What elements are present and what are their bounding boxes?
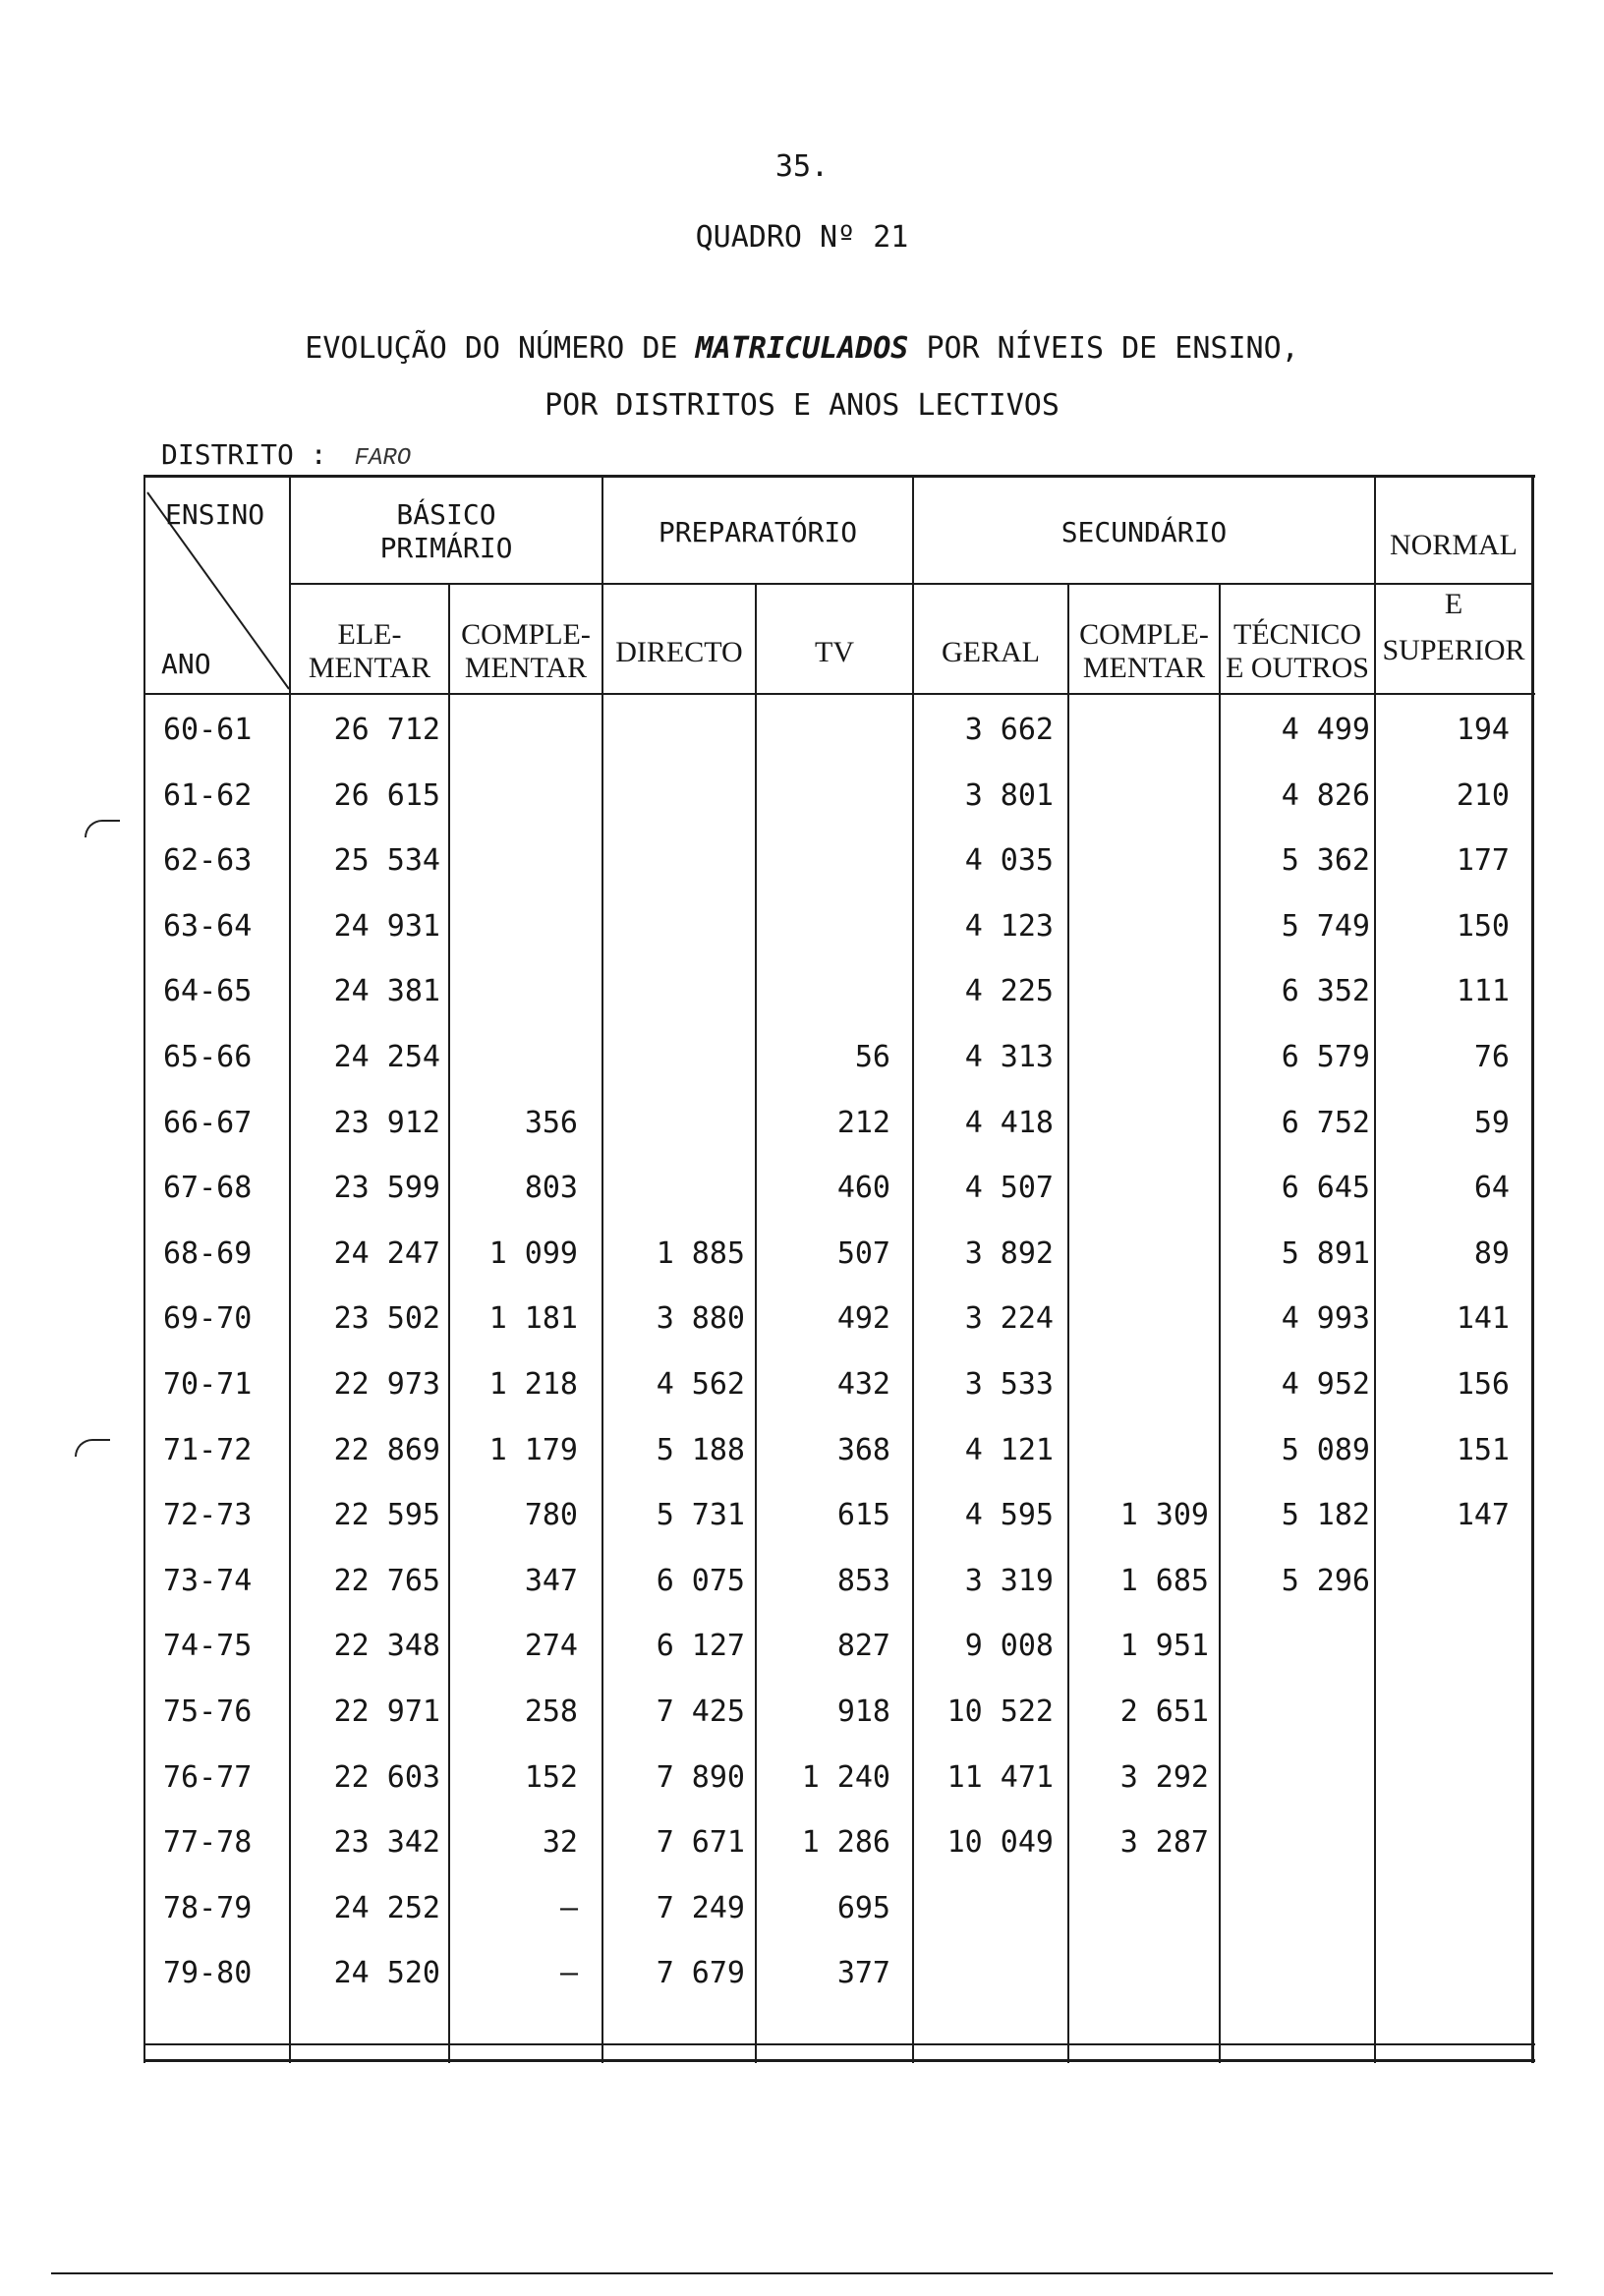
table-cell: 5 089	[1281, 1432, 1370, 1467]
row-ano: 67-68	[163, 1171, 253, 1206]
header-tecnico	[1221, 618, 1374, 685]
table-cell: 5 891	[1281, 1235, 1370, 1271]
row-ano: 75-76	[163, 1694, 253, 1729]
table-cell: 827	[836, 1629, 890, 1664]
header-basico-line-2: PRIMÁRIO	[379, 532, 513, 564]
header-tecnico-line-1: TÉCNICO	[1233, 618, 1361, 651]
table-cell: 23 599	[333, 1171, 440, 1206]
row-ano: 68-69	[163, 1235, 253, 1271]
header-complementar-line-2: MENTAR	[464, 652, 588, 684]
table-cell: 377	[836, 1956, 890, 1991]
table-cell: 1 218	[488, 1367, 578, 1402]
header-tv: TV	[815, 636, 854, 668]
table-cell: 5 296	[1281, 1563, 1370, 1598]
table-cell: 507	[836, 1235, 890, 1271]
table-cell: —	[559, 1956, 578, 1991]
table-cell: 210	[1456, 777, 1510, 813]
table-right-border	[1531, 475, 1534, 2063]
table-cell: 59	[1473, 1105, 1510, 1140]
table-cell: 1 685	[1119, 1563, 1209, 1598]
header-elementar-line-2: MENTAR	[308, 652, 431, 684]
table-cell: 24 381	[333, 974, 440, 1009]
table-cell: 1 885	[656, 1235, 745, 1271]
table-cell: 4 826	[1281, 777, 1370, 813]
table-cell: 10 522	[946, 1694, 1054, 1729]
row-ano: 61-62	[163, 777, 253, 813]
table-cell: 23 912	[333, 1105, 440, 1140]
group-header-rule	[289, 583, 1531, 585]
table-cell: 3 292	[1119, 1759, 1209, 1795]
table-left-border	[143, 475, 145, 2063]
header-normal	[1376, 516, 1531, 667]
table-cell: 1 099	[488, 1235, 578, 1271]
row-ano: 76-77	[163, 1759, 253, 1795]
table-cell: 4 595	[964, 1498, 1054, 1533]
header-basico-line-1: BÁSICO	[396, 498, 496, 531]
row-ano: 71-72	[163, 1432, 253, 1467]
table-cell: 24 931	[333, 908, 440, 944]
header-sec-complementar-line-1: COMPLE-	[1079, 618, 1209, 651]
table-cell: 4 123	[964, 908, 1054, 944]
table-cell: 3 224	[964, 1301, 1054, 1337]
header-tecnico-line-2: E OUTROS	[1226, 652, 1369, 684]
table-cell: 5 182	[1281, 1498, 1370, 1533]
footer-double-rule	[143, 2043, 1535, 2045]
table-cell: 4 225	[964, 974, 1054, 1009]
table-cell: 9 008	[964, 1629, 1054, 1664]
table-cell: 56	[854, 1040, 890, 1074]
header-basico	[291, 498, 602, 565]
table-number: QUADRO Nº 21	[695, 220, 909, 255]
header-bottom-rule	[143, 693, 1535, 695]
table-cell: 89	[1473, 1235, 1510, 1271]
table-cell: 194	[1456, 713, 1510, 747]
table-cell: 6 352	[1281, 974, 1370, 1009]
table-cell: 11 471	[946, 1759, 1054, 1795]
table-cell: 853	[836, 1563, 890, 1598]
table-cell: 6 075	[656, 1563, 745, 1598]
table-cell: 23 342	[333, 1825, 440, 1861]
row-ano: 74-75	[163, 1629, 253, 1664]
row-ano: 60-61	[163, 713, 253, 747]
table-cell: 3 801	[964, 777, 1054, 813]
row-ano: 64-65	[163, 974, 253, 1009]
table-cell: 32	[542, 1825, 578, 1861]
table-cell: 5 731	[656, 1498, 745, 1533]
table-cell: 1 240	[801, 1759, 890, 1795]
table-cell: 22 765	[333, 1563, 440, 1598]
table-cell: 4 121	[964, 1432, 1054, 1467]
table-cell: 23 502	[333, 1301, 440, 1337]
title-part-1: EVOLUÇÃO DO NÚMERO DE	[305, 331, 678, 366]
table-cell: 460	[836, 1171, 890, 1206]
table-cell: 152	[524, 1759, 578, 1795]
table-cell: 347	[524, 1563, 578, 1598]
col-divider-preparatorio	[912, 475, 914, 2063]
row-ano: 65-66	[163, 1040, 253, 1074]
title-part-2: POR NÍVEIS DE ENSINO,	[926, 331, 1299, 366]
table-cell: 1 309	[1119, 1498, 1209, 1533]
table-cell: 3 662	[964, 713, 1054, 747]
table-cell: 4 499	[1281, 713, 1370, 747]
table-cell: 1 951	[1119, 1629, 1209, 1664]
header-preparatorio: PREPARATÓRIO	[658, 516, 858, 548]
table-cell: 258	[524, 1694, 578, 1729]
header-complementar	[450, 618, 602, 685]
header-ensino: ENSINO	[165, 498, 265, 531]
table-cell: 2 651	[1119, 1694, 1209, 1729]
header-sec-complementar	[1069, 618, 1219, 685]
table-cell: 4 562	[656, 1367, 745, 1402]
header-complementar-line-1: COMPLE-	[461, 618, 591, 651]
col-divider-directo	[755, 585, 757, 2063]
title-emphasis: MATRICULADOS	[695, 331, 909, 366]
table-cell: 3 880	[656, 1301, 745, 1337]
district-line	[161, 438, 411, 472]
page-number: 35.	[774, 149, 830, 184]
enrollment-table	[143, 475, 1535, 2063]
header-normal-line-1: NORMAL	[1389, 529, 1518, 561]
table-cell: 1 286	[801, 1825, 890, 1861]
table-cell: 22 971	[333, 1694, 440, 1729]
table-cell: 918	[836, 1694, 890, 1729]
table-cell: 177	[1456, 843, 1510, 879]
table-cell: 492	[836, 1301, 890, 1337]
col-divider-elementar	[448, 585, 450, 2063]
col-divider-basico	[602, 475, 603, 2063]
table-cell: 24 254	[333, 1040, 440, 1074]
table-cell: 76	[1473, 1040, 1510, 1074]
table-cell: 7 425	[656, 1694, 745, 1729]
table-cell: 156	[1456, 1367, 1510, 1402]
table-cell: 141	[1456, 1301, 1510, 1337]
row-ano: 66-67	[163, 1105, 253, 1140]
table-cell: 780	[524, 1498, 578, 1533]
page-footer-rule	[51, 2272, 1553, 2274]
table-bottom-border	[143, 2059, 1535, 2062]
table-cell: 5 749	[1281, 908, 1370, 944]
table-cell: 695	[836, 1890, 890, 1925]
table-cell: 274	[524, 1629, 578, 1664]
table-cell: 24 252	[333, 1890, 440, 1925]
row-ano: 69-70	[163, 1301, 253, 1337]
header-normal-line-2: E	[1444, 588, 1463, 620]
row-ano: 62-63	[163, 843, 253, 879]
table-cell: 4 507	[964, 1171, 1054, 1206]
table-cell: 150	[1456, 908, 1510, 944]
table-cell: 6 579	[1281, 1040, 1370, 1074]
header-sec-complementar-line-2: MENTAR	[1082, 652, 1206, 684]
table-cell: 6 127	[656, 1629, 745, 1664]
col-divider-complementar	[1219, 585, 1221, 2063]
row-ano: 63-64	[163, 908, 253, 944]
table-cell: 6 645	[1281, 1171, 1370, 1206]
row-ano: 73-74	[163, 1563, 253, 1598]
table-cell: 5 188	[656, 1432, 745, 1467]
col-divider-ano	[289, 475, 291, 2063]
table-cell: 3 287	[1119, 1825, 1209, 1861]
title-line-2: POR DISTRITOS E ANOS LECTIVOS	[544, 388, 1060, 423]
header-directo: DIRECTO	[615, 636, 743, 668]
table-cell: 22 348	[333, 1629, 440, 1664]
table-cell: 25 534	[333, 843, 440, 879]
table-cell: 5 362	[1281, 843, 1370, 879]
margin-mark	[85, 820, 120, 837]
table-cell: 4 313	[964, 1040, 1054, 1074]
table-cell: 3 892	[964, 1235, 1054, 1271]
table-cell: 7 679	[656, 1956, 745, 1991]
table-cell: 10 049	[946, 1825, 1054, 1861]
row-ano: 79-80	[163, 1956, 253, 1991]
col-divider-geral	[1067, 585, 1069, 2063]
table-cell: 803	[524, 1171, 578, 1206]
row-ano: 70-71	[163, 1367, 253, 1402]
header-ano: ANO	[161, 648, 211, 680]
district-label: DISTRITO :	[161, 438, 327, 471]
table-title	[0, 320, 1604, 434]
table-cell: 147	[1456, 1498, 1510, 1533]
table-cell: 22 973	[333, 1367, 440, 1402]
table-top-border	[143, 475, 1535, 478]
table-cell: 4 035	[964, 843, 1054, 879]
table-cell: 3 319	[964, 1563, 1054, 1598]
table-cell: 22 603	[333, 1759, 440, 1795]
table-cell: 22 595	[333, 1498, 440, 1533]
table-cell: 24 520	[333, 1956, 440, 1991]
table-cell: 368	[836, 1432, 890, 1467]
row-ano: 77-78	[163, 1825, 253, 1861]
table-cell: 356	[524, 1105, 578, 1140]
table-cell: 4 993	[1281, 1301, 1370, 1337]
col-divider-secundario	[1374, 475, 1376, 2063]
table-cell: 7 890	[656, 1759, 745, 1795]
margin-mark	[75, 1439, 110, 1457]
row-ano: 72-73	[163, 1498, 253, 1533]
table-cell: 212	[836, 1105, 890, 1140]
table-cell: 26 615	[333, 777, 440, 813]
table-cell: 615	[836, 1498, 890, 1533]
table-cell: 6 752	[1281, 1105, 1370, 1140]
table-cell: 7 671	[656, 1825, 745, 1861]
table-cell: 3 533	[964, 1367, 1054, 1402]
header-geral: GERAL	[942, 636, 1040, 668]
table-cell: 432	[836, 1367, 890, 1402]
header-elementar-line-1: ELE-	[337, 618, 402, 651]
table-cell: 22 869	[333, 1432, 440, 1467]
district-name: FARO	[354, 445, 412, 472]
table-cell: 1 179	[488, 1432, 578, 1467]
header-normal-line-3: SUPERIOR	[1382, 634, 1525, 666]
table-cell: 24 247	[333, 1235, 440, 1271]
table-cell: 4 418	[964, 1105, 1054, 1140]
table-cell: 151	[1456, 1432, 1510, 1467]
row-ano: 78-79	[163, 1890, 253, 1925]
table-cell: 1 181	[488, 1301, 578, 1337]
table-cell: 111	[1456, 974, 1510, 1009]
header-elementar	[291, 618, 448, 685]
table-cell: 7 249	[656, 1890, 745, 1925]
header-secundario: SECUNDÁRIO	[1060, 516, 1228, 548]
table-cell: 64	[1473, 1171, 1510, 1206]
table-cell: 26 712	[333, 713, 440, 747]
table-cell: 4 952	[1281, 1367, 1370, 1402]
table-cell: —	[559, 1890, 578, 1925]
